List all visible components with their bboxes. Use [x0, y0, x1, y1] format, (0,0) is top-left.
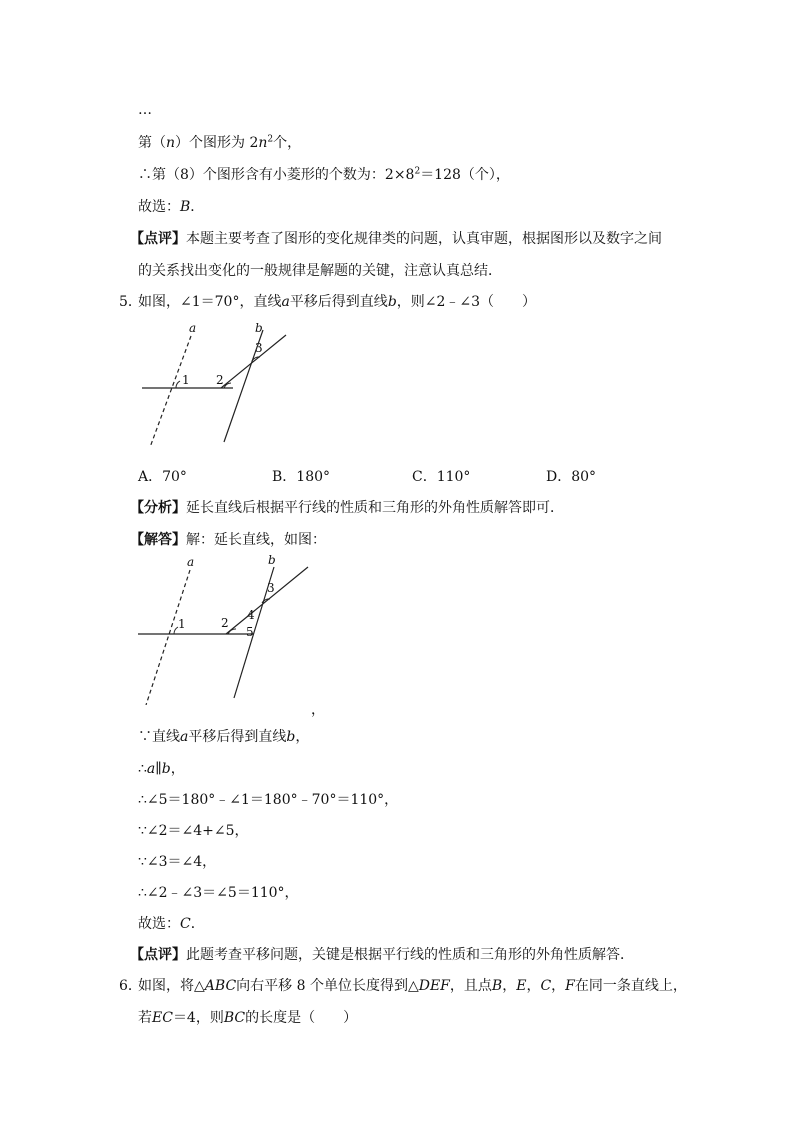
answer-tag: 【解答】 [130, 532, 186, 548]
line-a-dashed [149, 336, 191, 445]
question-stem-6-cont: 若EC＝4，则BC的长度是（ ） [138, 1010, 358, 1026]
solution-choice: 故选：C． [138, 916, 205, 932]
label-angle-4: 4 [247, 608, 255, 622]
label-angle-5: 5 [246, 625, 254, 639]
solution-step-4: ∵∠2＝∠4+∠5， [138, 823, 249, 839]
label-b: b [268, 555, 276, 567]
review-tag: 【点评】 [130, 231, 186, 247]
solution-step-1: ∵直线a平移后得到直线b， [138, 729, 310, 745]
pattern-eighth-term: ∴第（8）个图形含有小菱形的个数为：$2\times 8^2=128$（个）， [138, 166, 510, 183]
label-a: a [187, 555, 195, 569]
label-angle-1: 1 [178, 617, 186, 631]
label-angle-2: 2 [216, 373, 224, 387]
review-paragraph-q4: 【点评】本题主要考查了图形的变化规律类的问题，认真审题，根据图形以及数字之间 [130, 231, 662, 247]
label-b: b [255, 321, 263, 335]
oblique-line [221, 335, 286, 388]
solution-step-6: ∴∠2﹣∠3＝∠5＝110°， [138, 885, 299, 901]
ellipsis-text: … [138, 102, 152, 118]
figure-parallel-lines-2 [136, 555, 321, 705]
review-tag: 【点评】 [130, 947, 186, 963]
question-number-5: 5． [119, 294, 142, 310]
review-paragraph-q4-cont: 的关系找出变化的一般规律是解题的关键，注意认真总结． [138, 263, 502, 279]
solution-step-5: ∵∠3＝∠4， [138, 854, 217, 870]
label-angle-1: 1 [182, 373, 190, 387]
analysis-line: 【分析】延长直线后根据平行线的性质和三角形的外角性质解答即可． [130, 500, 564, 516]
solution-step-2: ∴a∥b， [138, 761, 185, 777]
question-stem-6: 如图，将△ABC向右平移 8 个单位长度得到△DEF，且点B，E，C，F在同一条直线上， [138, 978, 687, 994]
figure-parallel-lines-1 [138, 320, 318, 445]
label-a: a [189, 321, 197, 335]
solution-step-3: ∴∠5＝180°﹣∠1＝180°﹣70°＝110°， [138, 792, 399, 808]
analysis-tag: 【分析】 [130, 500, 186, 516]
label-angle-3: 3 [255, 341, 263, 355]
option-a[interactable]: A．70° [138, 469, 187, 485]
extended-line [226, 567, 308, 634]
option-c[interactable]: C．110° [412, 469, 471, 485]
question-stem-5: 如图，∠1＝70°，直线a平移后得到直线b，则∠2﹣∠3（ ） [138, 294, 537, 310]
figure-trailing-comma: ， [311, 702, 325, 718]
review-paragraph-q5: 【点评】此题考查平移问题，关键是根据平行线的性质和三角形的外角性质解答． [130, 947, 634, 963]
pattern-general-term: 第（n）个图形为 $2n^2$个， [138, 134, 302, 151]
option-b[interactable]: B．180° [272, 469, 331, 485]
answer-choice-line: 故选：B． [138, 199, 205, 215]
label-angle-3: 3 [267, 581, 275, 595]
label-angle-2: 2 [221, 616, 229, 630]
line-a-dashed [146, 570, 190, 705]
question-number-6: 6． [119, 978, 142, 994]
option-d[interactable]: D．80° [546, 469, 597, 485]
solution-intro: 【解答】解：延长直线，如图： [130, 532, 326, 548]
